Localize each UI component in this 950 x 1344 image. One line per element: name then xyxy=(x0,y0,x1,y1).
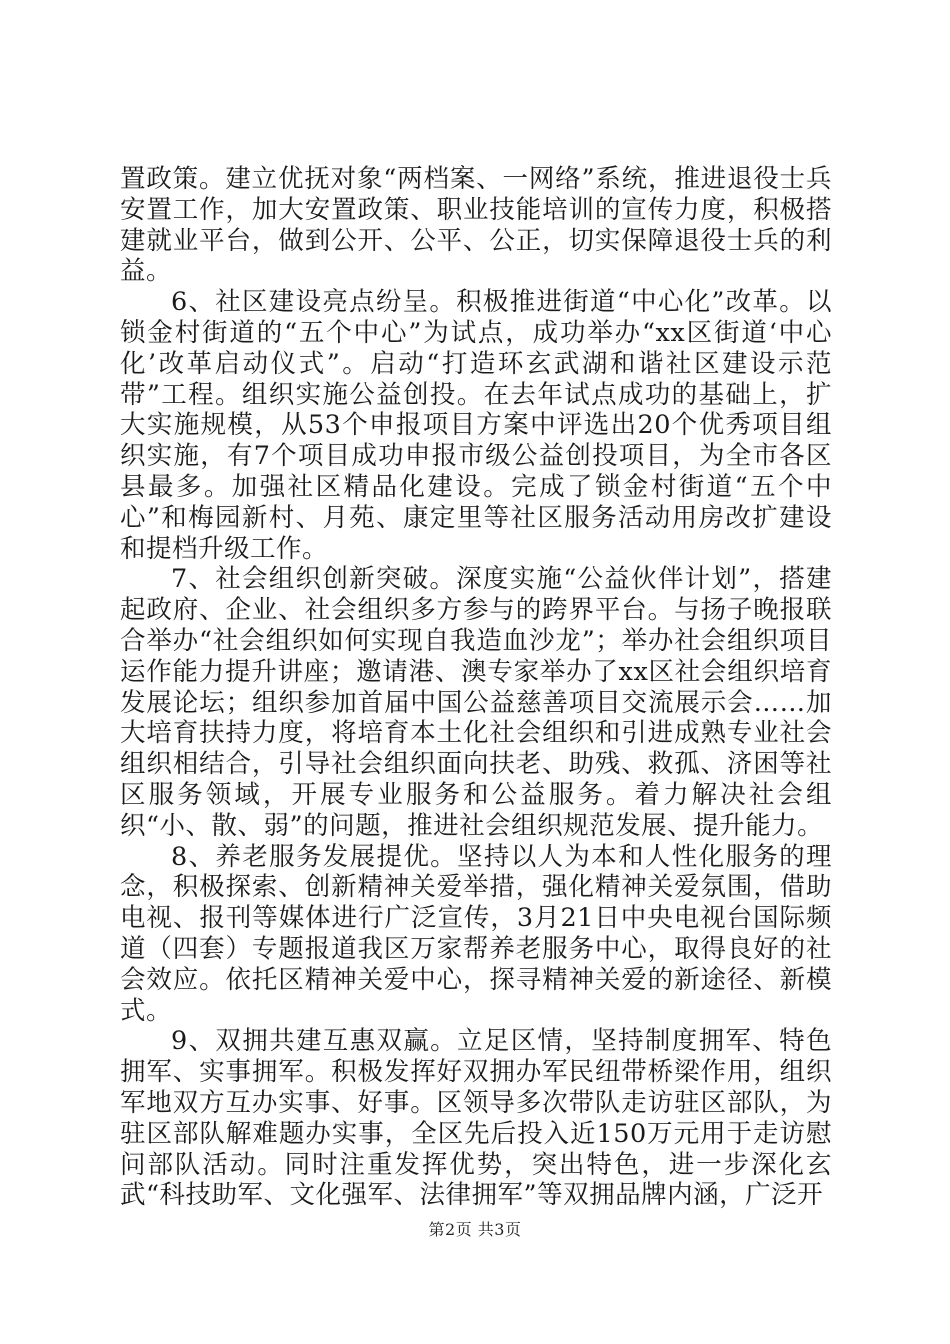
paragraph-community-construction: 6、社区建设亮点纷呈。积极推进街道“中心化”改革。以锁金村街道的“五个中心”为试点，成功举办“xx区街道‘中心化’改革启动仪式”。启动“打造环玄武湖和谐社区建设示范带”工程。组织实施公益创投。在去年试点成功的基础上，扩大实施规模，从53个申报项目方案中评选出20个优秀项目组织实施，有7个项目成功申报市级公益创投项目，为全市各区县最多。加强社区精品化建设。完成了锁金村街道“五个中心”和梅园新村、月苑、康定里等社区服务活动用房改扩建设和提档升级工作。 xyxy=(120,287,832,564)
paragraph-social-organization: 7、社会组织创新突破。深度实施“公益伙伴计划”，搭建起政府、企业、社会组织多方参与的跨界平台。与扬子晚报联合举办“社会组织如何实现自我造血沙龙”；举办社会组织项目运作能力提升讲座；邀请港、澳专家举办了xx区社会组织培育发展论坛；组织参加首届中国公益慈善项目交流展示会……加大培育扶持力度，将培育本土化社会组织和引进成熟专业社会组织相结合，引导社会组织面向扶老、助残、救孤、济困等社区服务领域，开展专业服务和公益服务。着力解决社会组织“小、散、弱”的问题，推进社会组织规范发展、提升能力。 xyxy=(120,564,832,841)
paragraph-continuation: 置政策。建立优抚对象“两档案、一网络”系统，推进退役士兵安置工作，加大安置政策、职业技能培训的宣传力度，积极搭建就业平台，做到公开、公平、公正，切实保障退役士兵的利益。 xyxy=(120,164,832,287)
paragraph-elderly-care: 8、养老服务发展提优。坚持以人为本和人性化服务的理念，积极探索、创新精神关爱举措，强化精神关爱氛围，借助电视、报刊等媒体进行广泛宣传，3月21日中央电视台国际频道（四套）专题报道我区万家帮养老服务中心，取得良好的社会效应。依托区精神关爱中心，探寻精神关爱的新途径、新模式。 xyxy=(120,841,832,1026)
document-body xyxy=(120,164,832,1211)
page-number-footer: 第2页 共3页 xyxy=(428,1220,522,1239)
paragraph-military-support: 9、双拥共建互惠双赢。立足区情，坚持制度拥军、特色拥军、实事拥军。积极发挥好双拥办军民纽带桥梁作用，组织军地双方互办实事、好事。区领导多次带队走访驻区部队，为驻区部队解难题办实事，全区先后投入近150万元用于走访慰问部队活动。同时注重发挥优势，突出特色，进一步深化玄武“科技助军、文化强军、法律拥军”等双拥品牌内涵，广泛开 xyxy=(120,1026,832,1211)
